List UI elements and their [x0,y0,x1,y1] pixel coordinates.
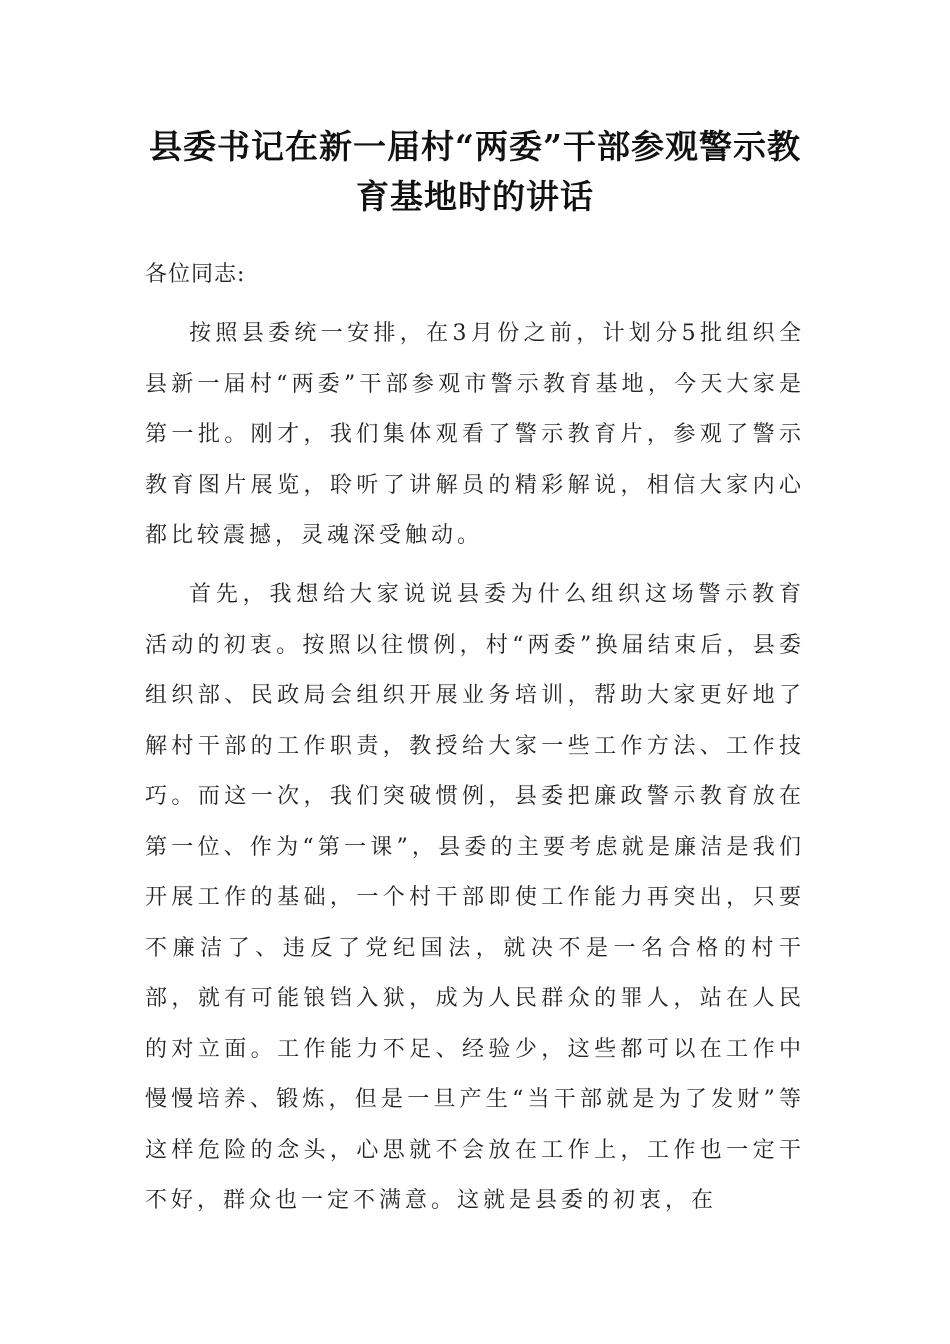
salutation: 各位同志: [145,262,246,287]
paragraph-1: 按照县委统一安排，在3月份之前，计划分5批组织全县新一届村“两委”干部参观市警示教育基地，今天大家是第一批。刚才，我们集体观看了警示教育片，参观了警示教育图片展览，聆听了讲解员的精彩解说，相信大家内心都比较震撼，灵魂深受触动。 [145,321,805,548]
paragraph-2: 首先，我想给大家说说县委为什么组织这场警示教育活动的初衷。按照以往惯例，村“两委”换届结束后，县委组织部、民政局会组织开展业务培训，帮助大家更好地了解村干部的工作职责，教授给大家一些工作方法、工作技巧。而这一次，我们突破惯例，县委把廉政警示教育放在第一位、作为“第一课”，县委的主要考虑就是廉洁是我们开展工作的基础，一个村干部即使工作能力再突出，只要不廉洁了、违反了党纪国法，就决不是一名合格的村干部，就有可能锒铛入狱，成为人民群众的罪人，站在人民的对立面。工作能力不足、经验少，这些都可以在工作中慢慢培养、锻炼，但是一旦产生“当干部就是为了发财”等这样危险的念头，心思就不会放在工作上，工作也一定干不好，群众也一定不满意。这就是县委的初衷，在 [145,582,805,1213]
document-title: 县委书记在新一届村“两委”干部参观警示教育基地时的讲话 [149,127,801,216]
